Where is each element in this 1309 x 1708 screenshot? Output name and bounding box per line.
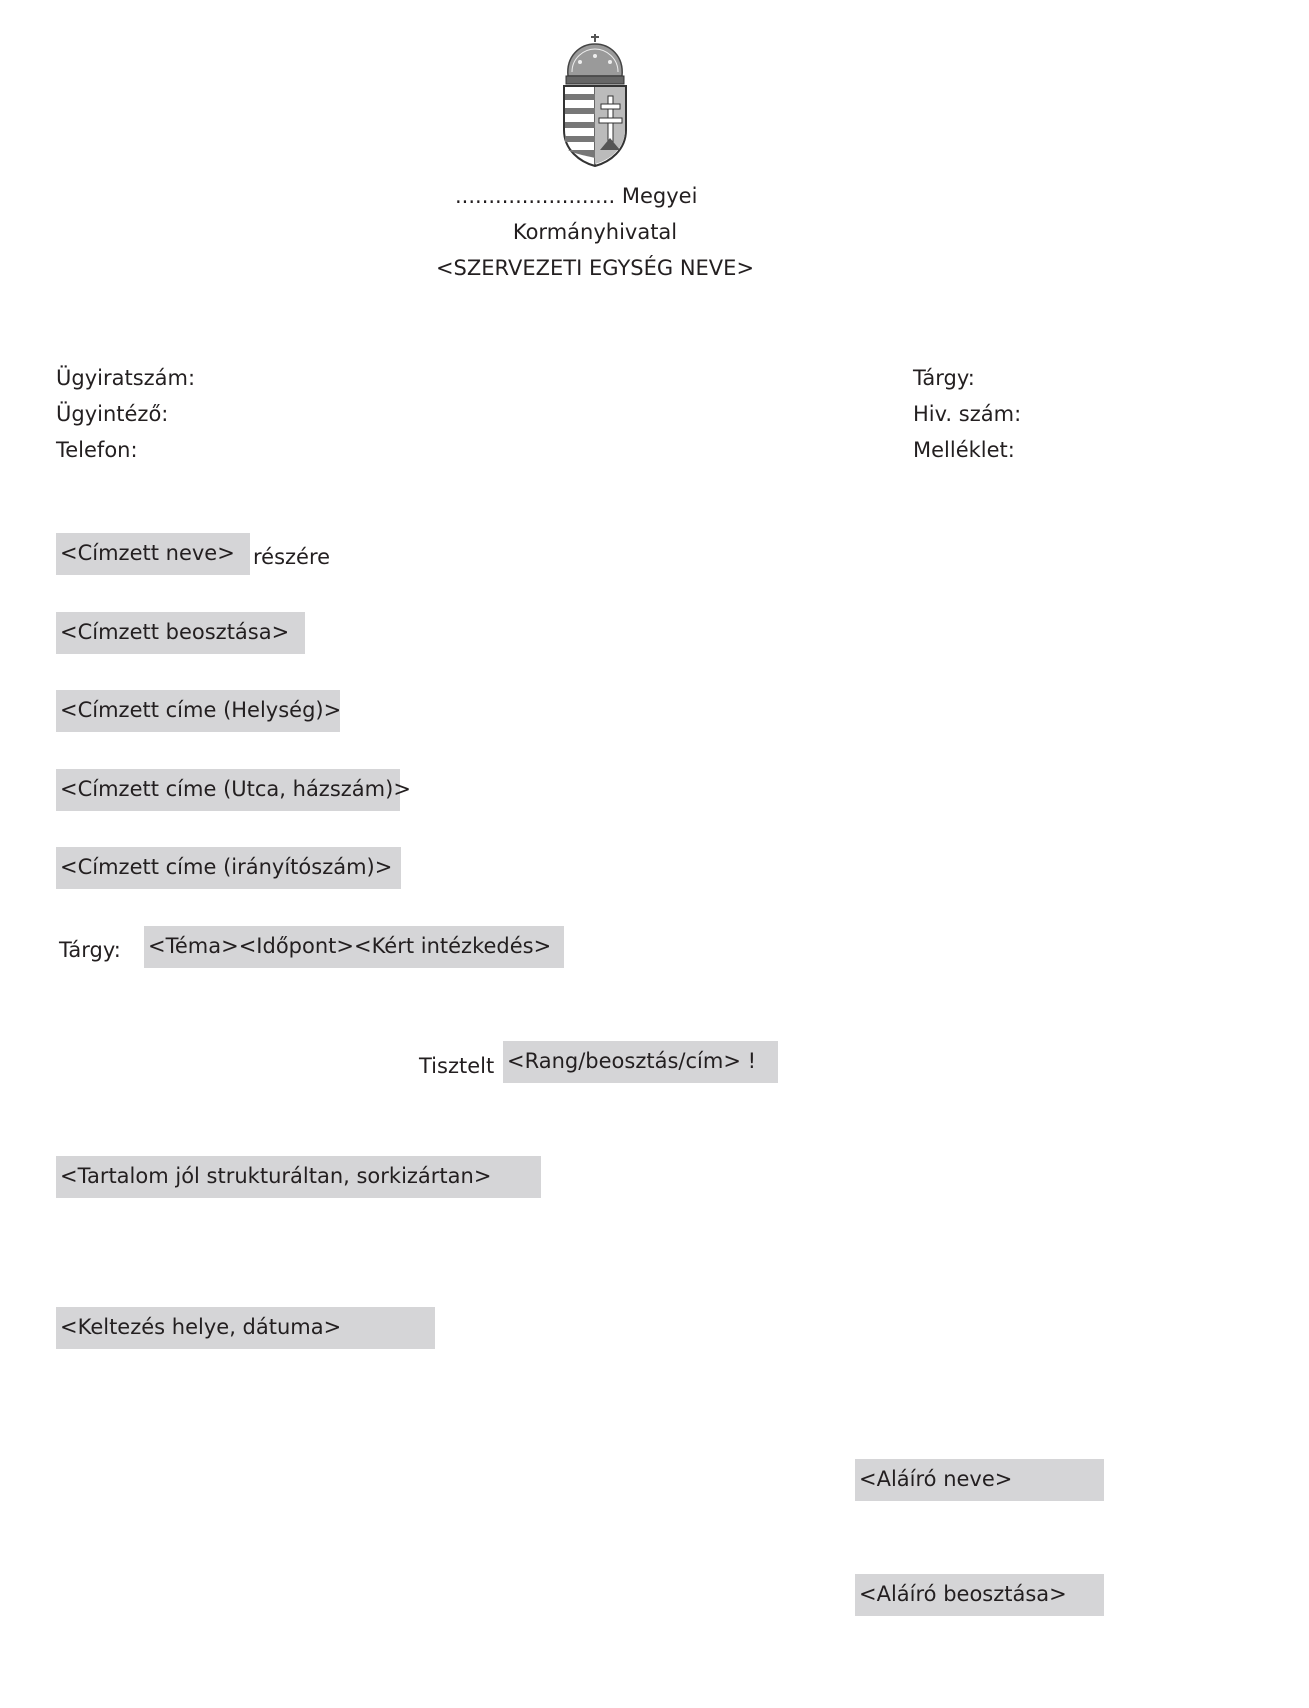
recipient-zip-field[interactable]: <Címzett címe (irányítószám)> (56, 847, 401, 889)
dating-field[interactable]: <Keltezés helye, dátuma> (56, 1307, 435, 1349)
subject-field[interactable]: <Téma><Időpont><Kért intézkedés> (144, 926, 564, 968)
file-number-label: Ügyiratszám: (56, 366, 196, 390)
attachment-label: Melléklet: (913, 438, 1015, 462)
content-field[interactable]: <Tartalom jól strukturáltan, sorkizártan> (56, 1156, 541, 1198)
signer-name-field[interactable]: <Aláíró neve> (855, 1459, 1104, 1501)
signer-position-field[interactable]: <Aláíró beosztása> (855, 1574, 1104, 1616)
salutation-field[interactable]: <Rang/beosztás/cím> ! (503, 1041, 778, 1083)
subject-label: Tárgy: (59, 938, 121, 962)
office-line: ........................ Megyei (455, 184, 698, 208)
office-line-2: Kormányhivatal (512, 220, 678, 244)
case-officer-label: Ügyintéző: (56, 402, 169, 426)
coat-of-arms-icon (560, 32, 630, 168)
recipient-street-field[interactable]: <Címzett címe (Utca, házszám)> (56, 769, 400, 811)
recipient-suffix: részére (253, 545, 331, 569)
recipient-position-field[interactable]: <Címzett beosztása> (56, 612, 305, 654)
phone-label: Telefon: (56, 438, 138, 462)
ref-number-label: Hiv. szám: (913, 402, 1022, 426)
unit-name: <SZERVEZETI EGYSÉG NEVE> (435, 256, 755, 280)
subject-meta-label: Tárgy: (913, 366, 975, 390)
recipient-city-field[interactable]: <Címzett címe (Helység)> (56, 690, 340, 732)
salutation-prefix: Tisztelt (419, 1054, 495, 1078)
recipient-name-field[interactable]: <Címzett neve> (56, 533, 250, 575)
